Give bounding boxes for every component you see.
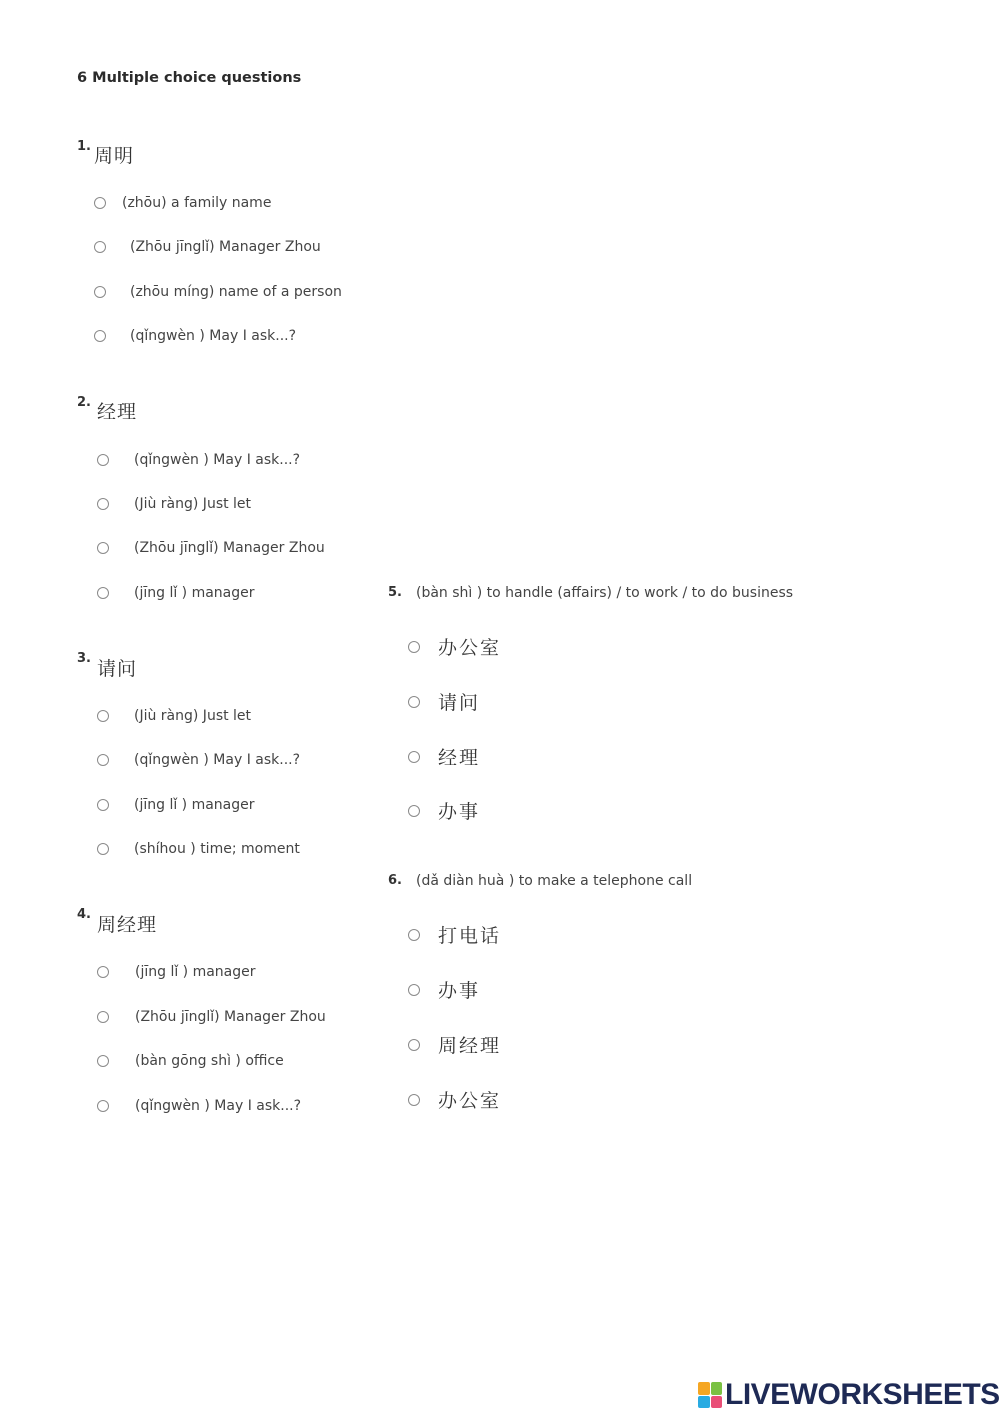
- radio-button[interactable]: [408, 1094, 420, 1106]
- question-5-option-1[interactable]: [408, 633, 501, 660]
- radio-button[interactable]: [97, 1011, 109, 1023]
- radio-button[interactable]: [97, 710, 109, 722]
- worksheet-heading: 6 Multiple choice questions: [77, 70, 302, 86]
- question-6-option-4[interactable]: [408, 1086, 501, 1113]
- question-5-prompt: (bàn shì ) to handle (affairs) / to work / to do business: [416, 585, 794, 601]
- question-6-option-1[interactable]: [408, 921, 501, 948]
- radio-button[interactable]: [94, 241, 106, 253]
- liveworksheets-logo: [698, 1378, 1000, 1412]
- question-3-option-3[interactable]: [97, 797, 255, 813]
- radio-button[interactable]: [97, 799, 109, 811]
- option-label: (qǐngwèn ) May I ask...?: [134, 752, 301, 768]
- question-4-option-1[interactable]: [97, 964, 256, 980]
- question-4-number: 4.: [77, 907, 91, 922]
- logo-mark-tile: [698, 1382, 710, 1395]
- radio-button[interactable]: [97, 498, 109, 510]
- option-label: 办公室: [438, 637, 502, 659]
- logo-mark-tile: [698, 1396, 710, 1409]
- option-label: (qǐngwèn ) May I ask...?: [130, 328, 297, 344]
- question-2-prompt: 经理: [97, 401, 138, 423]
- option-label: 办公室: [438, 1090, 502, 1112]
- logo-text: LIVEWORKSHEETS: [725, 1378, 1000, 1411]
- radio-button[interactable]: [97, 966, 109, 978]
- logo-mark-tile: [711, 1396, 723, 1409]
- question-2-option-2[interactable]: [97, 496, 251, 512]
- question-4-option-4[interactable]: [97, 1098, 301, 1114]
- option-label: (Zhōu jīnglǐ) Manager Zhou: [135, 1009, 326, 1025]
- radio-button[interactable]: [408, 929, 420, 941]
- question-5-option-3[interactable]: [408, 743, 480, 770]
- question-4-prompt: 周经理: [97, 914, 158, 936]
- radio-button[interactable]: [408, 696, 420, 708]
- option-label: 请问: [438, 692, 481, 714]
- question-6-number: 6.: [388, 873, 402, 888]
- option-label: (Zhōu jīnglǐ) Manager Zhou: [134, 540, 325, 556]
- question-5-number: 5.: [388, 585, 402, 600]
- radio-button[interactable]: [408, 1039, 420, 1051]
- option-label: 打电话: [438, 925, 502, 947]
- question-1-option-2[interactable]: [94, 239, 321, 255]
- radio-button[interactable]: [408, 751, 420, 763]
- option-label: (zhōu) a family name: [122, 195, 272, 211]
- question-2-option-1[interactable]: [97, 452, 300, 468]
- question-1-option-4[interactable]: [94, 328, 296, 344]
- question-5-option-4[interactable]: [408, 797, 480, 824]
- question-4-option-3[interactable]: [97, 1053, 284, 1069]
- question-1-option-1[interactable]: [94, 195, 271, 211]
- question-1-prompt: 周明: [94, 145, 135, 167]
- question-1-number: 1.: [77, 139, 91, 154]
- option-label: (zhōu míng) name of a person: [130, 284, 342, 300]
- option-label: (qǐngwèn ) May I ask...?: [135, 1098, 302, 1114]
- radio-button[interactable]: [408, 641, 420, 653]
- question-4-option-2[interactable]: [97, 1009, 326, 1025]
- option-label: (jīng lǐ ) manager: [134, 797, 255, 813]
- option-label: (Zhōu jīnglǐ) Manager Zhou: [130, 239, 321, 255]
- radio-button[interactable]: [97, 454, 109, 466]
- radio-button[interactable]: [97, 587, 109, 599]
- question-3-prompt: 请问: [97, 658, 138, 680]
- question-1-option-3[interactable]: [94, 284, 342, 300]
- option-label: 周经理: [438, 1035, 502, 1057]
- question-3-option-2[interactable]: [97, 752, 300, 768]
- radio-button[interactable]: [408, 984, 420, 996]
- option-label: 办事: [438, 801, 481, 823]
- radio-button[interactable]: [408, 805, 420, 817]
- logo-mark-tile: [711, 1382, 723, 1395]
- question-2-number: 2.: [77, 395, 91, 410]
- liveworksheets-logo-icon: [698, 1382, 722, 1408]
- option-label: (Jiù ràng) Just let: [134, 708, 252, 724]
- radio-button[interactable]: [94, 286, 106, 298]
- radio-button[interactable]: [94, 330, 106, 342]
- radio-button[interactable]: [94, 197, 106, 209]
- option-label: (shíhou ) time; moment: [134, 841, 300, 857]
- option-label: (Jiù ràng) Just let: [134, 496, 252, 512]
- radio-button[interactable]: [97, 754, 109, 766]
- radio-button[interactable]: [97, 1055, 109, 1067]
- question-3-option-1[interactable]: [97, 708, 251, 724]
- question-6-prompt: (dǎ diàn huà ) to make a telephone call: [416, 873, 693, 889]
- question-5-option-2[interactable]: [408, 688, 480, 715]
- option-label: 办事: [438, 980, 481, 1002]
- radio-button[interactable]: [97, 1100, 109, 1112]
- option-label: (bàn gōng shì ) office: [135, 1053, 284, 1069]
- question-3-option-4[interactable]: [97, 841, 300, 857]
- question-6-option-3[interactable]: [408, 1031, 501, 1058]
- question-3-number: 3.: [77, 651, 91, 666]
- option-label: (qǐngwèn ) May I ask...?: [134, 452, 301, 468]
- question-6-option-2[interactable]: [408, 976, 480, 1003]
- question-2-option-4[interactable]: [97, 585, 255, 601]
- option-label: (jīng lǐ ) manager: [135, 964, 256, 980]
- option-label: (jīng lǐ ) manager: [134, 585, 255, 601]
- radio-button[interactable]: [97, 542, 109, 554]
- option-label: 经理: [438, 747, 481, 769]
- radio-button[interactable]: [97, 843, 109, 855]
- question-2-option-3[interactable]: [97, 540, 325, 556]
